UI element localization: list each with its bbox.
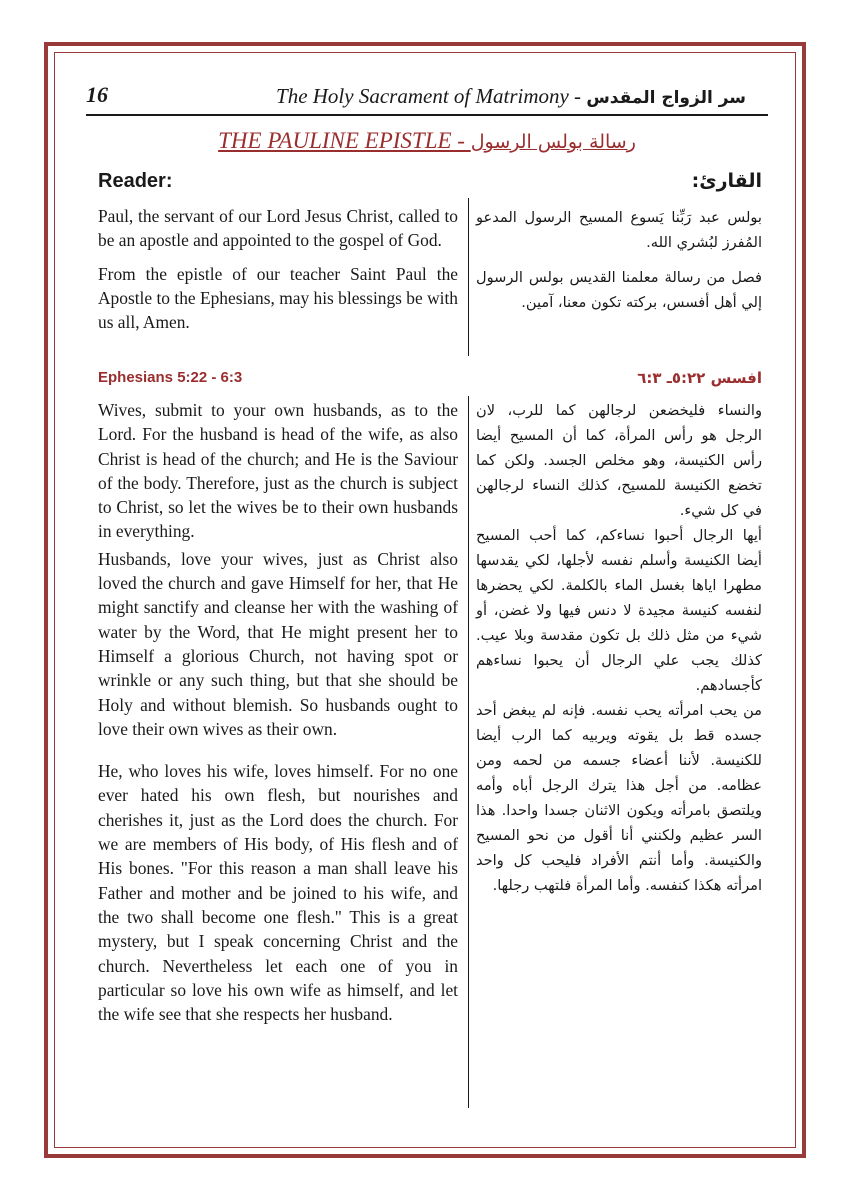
reading-arabic-paragraph: والنساء فليخضعن لرجالهن كما للرب، لان الرجل هو رأس المرأة، كما أن المسيح أيضا رأس الكنيسة، وهو مخلص الجسد. ولكن كما تخضع الكنيسة للمسيح، كذلك النساء لرجالهن في كل شيء. [476,402,762,519]
page-number: 16 [86,82,108,107]
column-divider-intro [468,198,469,356]
section-title-english: THE PAULINE EPISTLE - [218,128,471,153]
reading-arabic-paragraph: من يحب امرأته يحب نفسه. فإنه لم يبغض أحد جسده قط بل يقوته ويربيه كما الرب أيضا للكنيسة. لأننا أعضاء جسمه من لحمه ومن عظامه. من أجل هذا يترك الرجل أباه وأمه ويلتصق بامرأته ويكون الاثنان جسدا واحدا. هذا السر عظيم ولكنني أنا أقول من نحو المسيح والكنيسة. وأما أنتم الأفراد فليحب كل واحد امرأته هكذا كنفسه. وأما المرأة فلتهب رجلها. [476,702,762,894]
header-rule [86,114,768,116]
running-title [276,84,746,109]
reading-english [98,398,458,1026]
intro-english [98,204,458,334]
intro-arabic-paragraph: بولس عبد رَبِّنا يَسوع المسيح الرسول المدعو المُفرز لبُشري الله. [476,209,762,251]
scripture-reference-arabic: افسس ٥:٢٢ـ ٦:٣ [637,369,762,387]
column-divider-reading [468,396,469,1108]
reading-arabic [476,398,762,898]
reader-label-english: Reader: [98,170,173,192]
intro-arabic [476,205,762,315]
intro-arabic-paragraph: فصل من رسالة معلمنا القديس بولس الرسول إلي أهل أفسس، بركته تكون معنا، آمين. [476,269,762,311]
reading-english-paragraph: He, who loves his wife, loves himself. For no one ever hated his own flesh, but nourishes and cherishes it, just as the Lord does the church. For we are members of His body, of His flesh and of His bones. "For this reason a man shall leave his Father and mother and be joined to his wife, and the two shall become one flesh." This is a great mystery, but I speak concerning Christ and the church. Nevertheless let each one of you in particular so love his own wife as himself, and let the wife see that she respects her husband. [98,761,458,1025]
scripture-reference-english: Ephesians 5:22 - 6:3 [98,369,243,386]
reading-english-paragraph: Wives, submit to your own husbands, as to the Lord. For the husband is head of the wife, as also Christ is head of the church; and He is the Saviour of the body. Therefore, just as the church is subject to Christ, so let the wives be to their own husbands in everything. [98,400,458,542]
reader-label-arabic: القارئ: [691,170,762,192]
reading-english-paragraph: Husbands, love your wives, just as Christ also loved the church and gave Himself for her, that He might sanctify and cleanse her with the washing of water by the Word, that He might present her to Himself a glorious Church, not having spot or wrinkle or any such thing, but that she should be Holy and without blemish. So husbands ought to love their own wives as their own. [98,548,458,739]
intro-english-paragraph: Paul, the servant of our Lord Jesus Christ, called to be an apostle and appointed to the gospel of God. [98,206,458,251]
running-title-english: The Holy Sacrament of Matrimony - [276,84,587,108]
section-title [86,128,768,154]
section-title-arabic: رسالة بولس الرسول [470,131,636,153]
running-title-arabic: سر الزواج المقدس [586,88,746,108]
reading-arabic-paragraph: أيها الرجال أحبوا نساءكم، كما أحب المسيح أيضا الكنيسة وأسلم نفسه لأجلها، لكي يقدسها مطهرا اياها بغسل الماء بالكلمة. لكي يحضرها لنفسه كنيسة مجيدة لا دنس فيها ولا غضن، أو شيء من مثل ذلك بل تكون مقدسة وبلا عيب. كذلك يجب علي الرجال أن يحبوا نساءهم كأجسادهم. [476,527,762,694]
intro-english-paragraph: From the epistle of our teacher Saint Paul the Apostle to the Ephesians, may his blessings be with us all, Amen. [98,263,458,333]
